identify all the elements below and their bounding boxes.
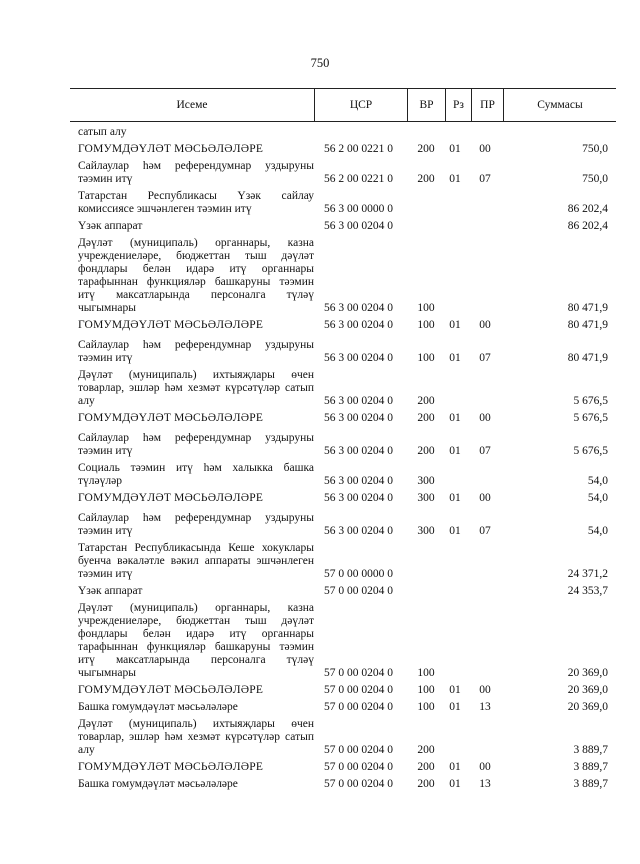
table-row [78, 684, 608, 697]
row-rz: 01 [449, 319, 461, 331]
row-csr: 56 3 00 0204 0 [324, 220, 393, 232]
row-pr: 00 [479, 761, 491, 773]
row-sum: 3 889,7 [573, 778, 608, 790]
row-rz: 01 [449, 778, 461, 790]
row-rz: 01 [449, 684, 461, 696]
row-name: Дәүләт (муниципаль) органнары, казна учреждениеләре, бюджеттан тыш дәүләт фондлары белән идарә итү органнары тарафыннан функцияләр башкаруны тәэмин итү максатларында персоналга түләү чыгымнары [78, 237, 314, 314]
table-row [78, 319, 608, 332]
table-row [78, 339, 608, 365]
column-header-name: Исеме [176, 99, 208, 111]
row-name: ГОМУМДӘҮЛӘТ МӘСЬӘЛӘЛӘРЕ [78, 761, 264, 773]
table-row [78, 492, 608, 505]
row-name: Сайлаулар һәм референдумнар уздыруны тәэмин итү [78, 339, 314, 364]
table-body [78, 126, 608, 791]
table-row [78, 512, 608, 538]
row-rz: 01 [449, 173, 461, 185]
row-csr: 56 3 00 0204 0 [324, 395, 393, 407]
table-row [78, 701, 608, 714]
row-csr: 56 2 00 0221 0 [324, 143, 393, 155]
row-sum: 54,0 [587, 475, 608, 487]
row-csr: 56 3 00 0000 0 [324, 203, 393, 215]
row-vr: 200 [417, 744, 435, 756]
table-row [78, 432, 608, 458]
row-name: ГОМУМДӘҮЛӘТ МӘСЬӘЛӘЛӘРЕ [78, 319, 264, 331]
row-pr: 00 [479, 143, 491, 155]
row-name: ГОМУМДӘҮЛӘТ МӘСЬӘЛӘЛӘРЕ [78, 412, 264, 424]
row-pr: 00 [479, 412, 491, 424]
row-csr: 56 3 00 0204 0 [324, 319, 393, 331]
row-csr: 56 3 00 0204 0 [324, 412, 393, 424]
row-name: Социаль тәэмин итү һәм халыкка башка түләүләр [78, 462, 314, 487]
row-vr: 200 [417, 761, 435, 773]
column-header-sum: Суммасы [503, 89, 616, 121]
row-vr: 100 [417, 352, 435, 364]
row-name: ГОМУМДӘҮЛӘТ МӘСЬӘЛӘЛӘРЕ [78, 492, 264, 504]
row-name: Дәүләт (муниципаль) органнары, казна учреждениеләре, бюджеттан тыш дәүләт фондлары белән идарә итү органнары тарафыннан функцияләр башкаруны тәэмин итү максатларында персоналга түләү чыгымнары [78, 602, 314, 679]
row-rz: 01 [449, 352, 461, 364]
row-sum: 3 889,7 [573, 761, 608, 773]
row-pr: 13 [479, 701, 491, 713]
row-rz: 01 [449, 492, 461, 504]
row-vr: 300 [417, 475, 435, 487]
row-pr: 07 [479, 445, 491, 457]
row-pr: 00 [479, 319, 491, 331]
row-pr: 13 [479, 778, 491, 790]
row-sum: 750,0 [582, 143, 608, 155]
table-row [78, 143, 608, 156]
column-header-rz: Рз [445, 89, 471, 121]
row-name: Сайлаулар һәм референдумнар уздыруны тәэмин итү [78, 512, 314, 537]
row-csr: 57 0 00 0000 0 [324, 568, 393, 580]
row-csr: 57 0 00 0204 0 [324, 778, 393, 790]
row-sum: 54,0 [587, 492, 608, 504]
table-row [78, 126, 608, 139]
row-sum: 20 369,0 [567, 684, 608, 696]
table-header [70, 88, 616, 122]
row-pr: 00 [479, 492, 491, 504]
row-name: Татарстан Республикасы Үзәк сайлау комиссиясе эшчәнлеген тәэмин итү [78, 190, 314, 215]
row-name: Дәүләт (муниципаль) ихтыяҗлары өчен товарлар, эшләр һәм хезмәт күрсәтүләр сатып алу [78, 369, 314, 407]
table-row [78, 602, 608, 680]
row-pr: 07 [479, 173, 491, 185]
column-header-pr: ПР [471, 89, 503, 121]
row-sum: 80 471,9 [567, 352, 608, 364]
table-row [78, 412, 608, 425]
row-csr: 56 3 00 0204 0 [324, 475, 393, 487]
row-csr: 57 0 00 0204 0 [324, 585, 393, 597]
row-vr: 100 [417, 319, 435, 331]
row-name: Башка гомумдәүләт мәсьәләләре [78, 701, 238, 713]
table-row [78, 542, 608, 581]
row-csr: 56 3 00 0204 0 [324, 352, 393, 364]
row-sum: 5 676,5 [573, 395, 608, 407]
row-sum: 86 202,4 [567, 220, 608, 232]
table-row [78, 237, 608, 315]
row-sum: 54,0 [587, 525, 608, 537]
row-vr: 200 [417, 778, 435, 790]
row-vr: 300 [417, 525, 435, 537]
row-vr: 200 [417, 395, 435, 407]
table-row [78, 190, 608, 216]
row-name: Сайлаулар һәм референдумнар уздыруны тәэмин итү [78, 160, 314, 185]
row-name: ГОМУМДӘҮЛӘТ МӘСЬӘЛӘЛӘРЕ [78, 143, 264, 155]
row-name: Үзәк аппарат [78, 585, 143, 597]
row-pr: 00 [479, 684, 491, 696]
row-rz: 01 [449, 701, 461, 713]
row-sum: 5 676,5 [573, 445, 608, 457]
column-header-csr: ЦСР [314, 89, 407, 121]
row-csr: 57 0 00 0204 0 [324, 684, 393, 696]
row-csr: 57 0 00 0204 0 [324, 761, 393, 773]
row-vr: 100 [417, 302, 435, 314]
row-sum: 24 371,2 [567, 568, 608, 580]
row-csr: 56 3 00 0204 0 [324, 492, 393, 504]
row-csr: 56 3 00 0204 0 [324, 525, 393, 537]
row-name: Татарстан Республикасында Кеше хокуклары буенча вәкаләтле вәкил аппараты эшчәнлеген тәэмин итү [78, 542, 314, 580]
row-csr: 57 0 00 0204 0 [324, 701, 393, 713]
row-name: Башка гомумдәүләт мәсьәләләре [78, 778, 238, 790]
column-header-vr: ВР [407, 89, 445, 121]
row-vr: 100 [417, 701, 435, 713]
row-vr: 300 [417, 492, 435, 504]
row-csr: 57 0 00 0204 0 [324, 744, 393, 756]
row-sum: 750,0 [582, 173, 608, 185]
table-row [78, 718, 608, 757]
row-name: Дәүләт (муниципаль) ихтыяҗлары өчен товарлар, эшләр һәм хезмәт күрсәтүләр сатып алу [78, 718, 314, 756]
row-csr: 56 2 00 0221 0 [324, 173, 393, 185]
row-rz: 01 [449, 761, 461, 773]
table-row [78, 220, 608, 233]
row-name: Үзәк аппарат [78, 220, 143, 232]
row-rz: 01 [449, 445, 461, 457]
table-row [78, 462, 608, 488]
table-row [78, 160, 608, 186]
row-rz: 01 [449, 412, 461, 424]
row-vr: 200 [417, 445, 435, 457]
row-sum: 24 353,7 [567, 585, 608, 597]
row-sum: 20 369,0 [567, 701, 608, 713]
row-sum: 5 676,5 [573, 412, 608, 424]
row-csr: 56 3 00 0204 0 [324, 445, 393, 457]
table-row [78, 369, 608, 408]
row-sum: 3 889,7 [573, 744, 608, 756]
row-sum: 80 471,9 [567, 319, 608, 331]
row-rz: 01 [449, 525, 461, 537]
row-vr: 200 [417, 143, 435, 155]
row-name: ГОМУМДӘҮЛӘТ МӘСЬӘЛӘЛӘРЕ [78, 684, 264, 696]
row-sum: 86 202,4 [567, 203, 608, 215]
row-rz: 01 [449, 143, 461, 155]
page-number: 750 [310, 56, 330, 70]
row-csr: 57 0 00 0204 0 [324, 667, 393, 679]
table-row [78, 585, 608, 598]
row-name: Сайлаулар һәм референдумнар уздыруны тәэмин итү [78, 432, 314, 457]
row-vr: 200 [417, 173, 435, 185]
row-vr: 200 [417, 412, 435, 424]
row-sum: 20 369,0 [567, 667, 608, 679]
row-pr: 07 [479, 352, 491, 364]
row-sum: 80 471,9 [567, 302, 608, 314]
row-name: сатып алу [78, 126, 127, 138]
row-vr: 100 [417, 667, 435, 679]
row-pr: 07 [479, 525, 491, 537]
row-vr: 100 [417, 684, 435, 696]
row-csr: 56 3 00 0204 0 [324, 302, 393, 314]
table-row [78, 778, 608, 791]
table-row [78, 761, 608, 774]
